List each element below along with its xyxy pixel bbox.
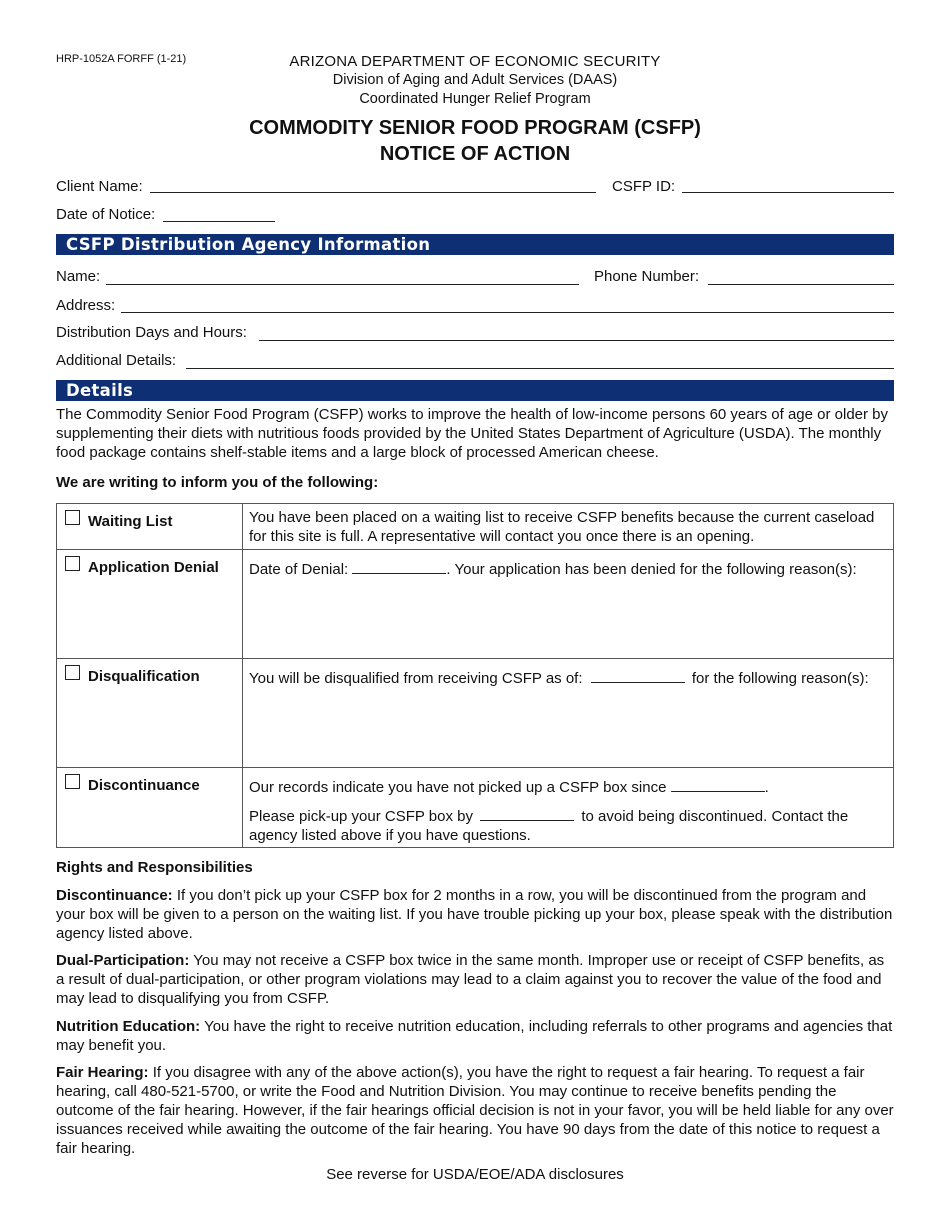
date-of-notice-label: Date of Notice: <box>56 206 156 223</box>
address-label: Address: <box>56 297 116 314</box>
application-denial-checkbox[interactable] <box>65 556 80 571</box>
rights-discontinuance <box>56 886 896 943</box>
waiting-list-label: Waiting List <box>88 513 173 530</box>
disqualification-label: Disqualification <box>88 668 200 685</box>
disqualification-date-label: You will be disqualified from receiving CSFP as of: <box>249 670 583 687</box>
rights-heading: Rights and Responsibilities <box>56 859 253 876</box>
fair-hearing-heading: Fair Hearing: <box>56 1064 149 1081</box>
denial-date-label: Date of Denial: <box>249 561 349 578</box>
waiting-list-checkbox[interactable] <box>65 510 80 525</box>
denial-reason-text: . Your application has been denied for the following reason(s): <box>446 561 857 578</box>
application-denial-label: Application Denial <box>88 559 219 576</box>
distribution-days-label: Distribution Days and Hours: <box>56 324 247 341</box>
denial-date-field[interactable] <box>352 561 446 574</box>
agency-name-field[interactable] <box>106 284 579 285</box>
rights-dual-participation <box>56 951 896 1008</box>
pickup-by-date-field[interactable] <box>480 808 574 821</box>
distribution-days-field[interactable] <box>259 340 894 341</box>
details-intro: The Commodity Senior Food Program (CSFP) works to improve the health of low-income persons 60 years of age or older by supplementing their diets with nutritious foods provided by the United States Department of Agriculture (USDA). The monthly food package contains shelf-stable items and a large block of processed American cheese. <box>56 406 889 461</box>
disqualification-checkbox[interactable] <box>65 665 80 680</box>
footer-note: See reverse for USDA/EOE/ADA disclosures <box>326 1166 624 1183</box>
action-row-waiting <box>57 504 894 550</box>
phone-number-field[interactable] <box>708 284 894 285</box>
discontinuance-label: Discontinuance <box>88 777 200 794</box>
phone-number-label: Phone Number: <box>594 268 700 285</box>
rights-nutrition-education <box>56 1017 896 1055</box>
action-row-discontinuance <box>57 768 894 848</box>
form-subtitle: NOTICE OF ACTION <box>379 143 571 165</box>
discontinuance-checkbox[interactable] <box>65 774 80 789</box>
address-field[interactable] <box>121 312 894 313</box>
division-name: Division of Aging and Adult Services (DAAS) <box>332 72 618 88</box>
discontinuance-text: If you don’t pick up your CSFP box for 2 months in a row, you will be discontinued from the program and your box will be given to a person on the waiting list. If you have trouble picking up your box, please speak with the distribution agency listed above. <box>56 887 893 942</box>
form-title: COMMODITY SENIOR FOOD PROGRAM (CSFP) <box>249 117 701 139</box>
dual-participation-text: You may not receive a CSFP box twice in the same month. Improper use or receipt of CSFP benefits, as a result of dual-participation, or other program violations may lead to a claim against you to recover the value of the food and may lead to disqualifying you from CSFP. <box>56 952 885 1007</box>
agency-name: ARIZONA DEPARTMENT OF ECONOMIC SECURITY <box>289 53 661 70</box>
rights-fair-hearing <box>56 1063 896 1158</box>
inform-heading: We are writing to inform you of the following: <box>56 474 379 491</box>
dual-participation-heading: Dual-Participation: <box>56 952 190 969</box>
discontinuance-heading: Discontinuance: <box>56 887 173 904</box>
discontinuance-line2-instructions: to avoid being discontinued. Contact the agency listed above if you have questions. <box>249 808 849 844</box>
action-table <box>56 503 894 848</box>
last-pickup-date-field[interactable] <box>671 779 765 792</box>
form-code: HRP-1052A FORFF (1-21) <box>56 53 187 65</box>
fair-hearing-text: If you disagree with any of the above action(s), you have the right to request a fair hearing. To request a fair hearing, call 480-521-5700, or write the Food and Nutrition Division. You may continue to receive benefits pending the outcome of the fair hearing. However, if the fair hearings official decision is not in your favor, you will be held liable for any over issuances received while awaiting the outcome of the fair hearing. You have 90 days from the date of this notice to request a fair hearing. <box>56 1064 894 1157</box>
client-name-field[interactable] <box>150 192 596 193</box>
action-row-denial <box>57 550 894 659</box>
action-row-disqualification <box>57 659 894 768</box>
waiting-list-text: You have been placed on a waiting list to receive CSFP benefits because the current caseload for this site is full. A representative will contact you once there is an opening. <box>243 504 894 550</box>
date-of-notice-field[interactable] <box>163 221 275 222</box>
nutrition-education-heading: Nutrition Education: <box>56 1018 201 1035</box>
agency-name-label: Name: <box>56 268 101 285</box>
disqualification-reason-text: for the following reason(s): <box>691 670 869 687</box>
discontinuance-line1-period: . <box>764 779 769 796</box>
program-name: Coordinated Hunger Relief Program <box>359 91 591 107</box>
additional-details-field[interactable] <box>186 368 894 369</box>
agency-section-header: CSFP Distribution Agency Information <box>56 234 894 255</box>
discontinuance-line2-text: Please pick-up your CSFP box by <box>249 808 473 825</box>
details-section-header: Details <box>56 380 894 401</box>
nutrition-education-text: You have the right to receive nutrition education, including referrals to other programs and agencies that may benefit you. <box>56 1018 893 1054</box>
csfp-id-field[interactable] <box>682 192 894 193</box>
client-name-label: Client Name: <box>56 178 143 195</box>
additional-details-label: Additional Details: <box>56 352 177 369</box>
discontinuance-line1-text: Our records indicate you have not picked up a CSFP box since <box>249 779 667 796</box>
disqualification-date-field[interactable] <box>591 670 685 683</box>
csfp-id-label: CSFP ID: <box>612 178 676 195</box>
